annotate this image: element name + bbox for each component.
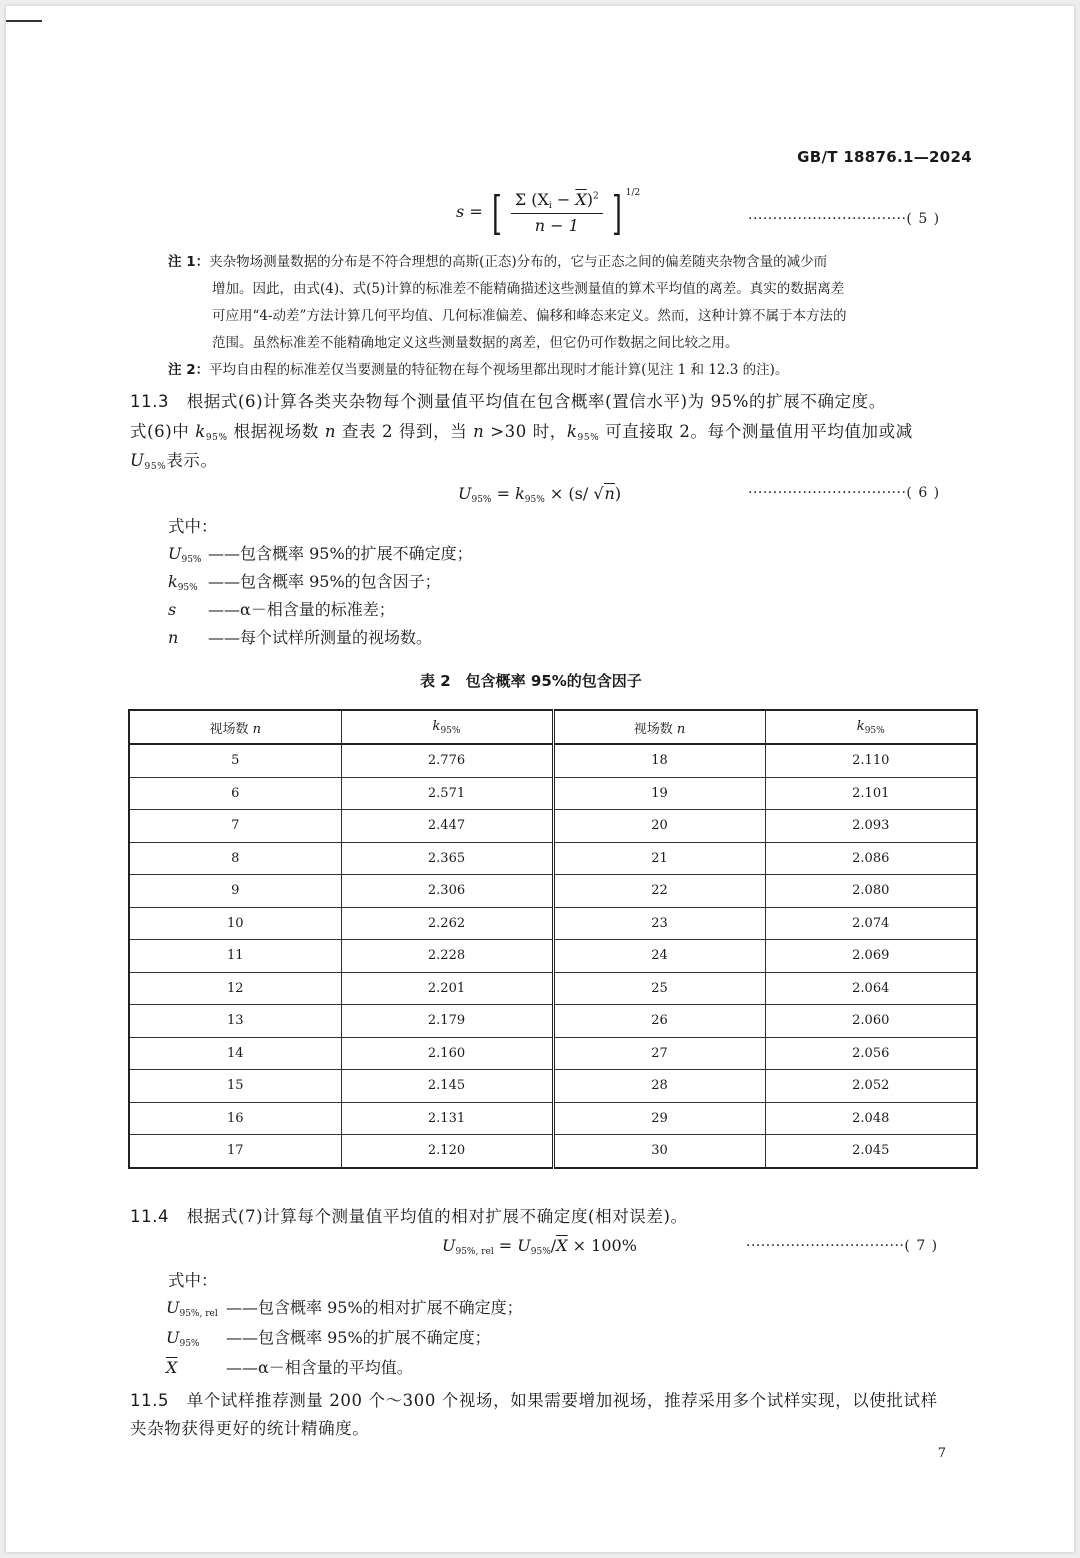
eq7-xbar: $\overline{X}$ — [556, 1236, 568, 1255]
cell-n-left: 12 — [129, 972, 341, 1005]
eq6-k: k — [515, 484, 525, 503]
eq6-k-sub: 95% — [524, 495, 545, 505]
eq5-denominator: n − 1 — [534, 216, 579, 235]
eq6-root: n — [604, 484, 615, 503]
cell-n-right: 20 — [553, 810, 765, 843]
cell-k-left: 2.131 — [341, 1102, 553, 1135]
cell-n-right: 29 — [553, 1102, 765, 1135]
equation-7 — [442, 1236, 637, 1257]
eq7-u2: U — [517, 1236, 531, 1255]
cell-k-left: 2.201 — [341, 972, 553, 1005]
section-11-5-line-1 — [130, 1386, 938, 1415]
header-n-left: 视场数 n — [129, 710, 341, 744]
s113-l2-b: 根据视场数 — [227, 422, 325, 441]
eq7-u: U — [442, 1236, 456, 1255]
note-2 — [168, 357, 788, 384]
note-1 — [168, 249, 827, 276]
section-11-3-number: 11.3 — [130, 392, 170, 411]
section-11-4-number: 11.4 — [130, 1207, 170, 1226]
cell-k-right: 2.086 — [765, 842, 977, 875]
s113-l3-sub: 95% — [144, 462, 167, 472]
note-1-line-2: 增加。因此，由式(4)、式(5)计算的标准差不能精确描述这些测量值的算术平均值的离差。真实的数据离差 — [212, 281, 845, 297]
cell-k-left: 2.120 — [341, 1135, 553, 1168]
section-11-3-text-1: 根据式(6)计算各类夹杂物每个测量值平均值在包含概率(置信水平)为 95%的扩展不确定度。 — [186, 392, 886, 411]
s113-l2-d: >30 时， — [484, 422, 567, 441]
note-1-label: 注 1： — [168, 254, 210, 270]
equation-7-number — [746, 1238, 938, 1254]
eq6-times: × (s/ — [544, 484, 594, 503]
cell-k-right: 2.064 — [765, 972, 977, 1005]
eq5-minus: − — [551, 190, 576, 209]
header-k-left: $k_{95\%}$ — [341, 710, 553, 744]
table-row — [129, 907, 977, 940]
where-label-11-4: 式中： — [168, 1271, 218, 1290]
eq6-close: ) — [614, 484, 622, 503]
cell-k-right: 2.060 — [765, 1005, 977, 1038]
cell-k-left: 2.145 — [341, 1070, 553, 1103]
cell-n-right: 25 — [553, 972, 765, 1005]
eq5-sub-i: i — [548, 201, 552, 211]
eq5-xbar: $\overline{X}$ — [575, 190, 587, 209]
cell-n-right: 19 — [553, 777, 765, 810]
eq5-square: 2 — [593, 191, 599, 202]
equation-5-number — [748, 211, 940, 227]
cell-n-left: 11 — [129, 940, 341, 973]
equation-6-number — [748, 485, 940, 501]
cell-n-left: 15 — [129, 1070, 341, 1103]
where-item: $U_{95\%, rel}$ ——包含概率 95%的相对扩展不确定度； — [166, 1298, 523, 1319]
eq6-u: U — [458, 484, 472, 503]
s113-l2-a: 式(6)中 — [130, 422, 196, 441]
cell-k-left: 2.179 — [341, 1005, 553, 1038]
s113-l2-e: 可直接取 2。每个测量值用平均值加或减 — [599, 422, 913, 441]
s113-l2-k2: k — [566, 422, 578, 441]
cell-k-right: 2.110 — [765, 744, 977, 777]
eq7-number: ( 7 ) — [904, 1238, 939, 1254]
cell-n-left: 6 — [129, 777, 341, 810]
table-row — [129, 744, 977, 777]
eq7-rest: × 100% — [567, 1236, 637, 1255]
section-11-5-number: 11.5 — [130, 1391, 170, 1410]
cell-k-right: 2.080 — [765, 875, 977, 908]
eq5-fraction: $\frac{\Sigma (X_i - \overline{X})^2}{n - 1}$ — [511, 190, 603, 235]
cell-k-right: 2.069 — [765, 940, 977, 973]
s113-l2-k: k — [195, 422, 206, 441]
table-row — [129, 1102, 977, 1135]
s113-l2-c: 查表 2 得到，当 — [336, 422, 474, 441]
cell-k-right: 2.056 — [765, 1037, 977, 1070]
header-n-right: 视场数 n — [553, 710, 765, 744]
eq5-number: ( 5 ) — [906, 211, 941, 227]
where-item: $U_{95\%}$ ——包含概率 95%的扩展不确定度； — [166, 1328, 491, 1349]
cell-n-left: 7 — [129, 810, 341, 843]
cell-k-left: 2.571 — [341, 777, 553, 810]
table-row — [129, 1037, 977, 1070]
where-item: n ——每个试样所测量的视场数。 — [168, 628, 433, 647]
cell-n-right: 23 — [553, 907, 765, 940]
eq6-number: ( 6 ) — [906, 485, 941, 501]
where-item: $k_{95\%}$ ——包含概率 95%的包含因子； — [168, 572, 441, 593]
table-row — [129, 940, 977, 973]
equation-5: s = [ $\frac{\Sigma (X_i - \overline{X})^2}{n - 1}$ ] $^{1/2}$ — [456, 185, 641, 240]
section-11-4-text: 根据式(7)计算每个测量值平均值的相对扩展不确定度(相对误差)。 — [186, 1207, 688, 1226]
corner-mark — [6, 20, 42, 22]
eq7-eq: = — [493, 1236, 518, 1255]
note-2-text: 平均自由程的标准差仅当要测量的特征物在每个视场里都出现时才能计算(见注 1 和 12.3 的注)。 — [209, 362, 789, 378]
table-row — [129, 1135, 977, 1168]
cell-n-right: 21 — [553, 842, 765, 875]
cell-k-left: 2.262 — [341, 907, 553, 940]
cell-n-left: 10 — [129, 907, 341, 940]
cell-k-left: 2.160 — [341, 1037, 553, 1070]
cell-k-left: 2.306 — [341, 875, 553, 908]
table-row — [129, 1070, 977, 1103]
cell-n-left: 5 — [129, 744, 341, 777]
header-k-right: $k_{95\%}$ — [765, 710, 977, 744]
cell-k-right: 2.048 — [765, 1102, 977, 1135]
eq7-dots: ································ — [746, 1238, 905, 1254]
note-1-line-3: 可应用“4-动差”方法计算几何平均值、几何标准偏差、偏移和峰态来定义。然而，这种计算不属于本方法的 — [212, 308, 847, 324]
section-11-5-text-1: 单个试样推荐测量 200 个～300 个视场，如果需要增加视场，推荐采用多个试样实现，以使批试样 — [186, 1391, 938, 1410]
cell-n-left: 9 — [129, 875, 341, 908]
equation-6: $U_{95\%} = k_{95\%} \times (s/$ √n) — [458, 484, 622, 505]
eq6-dots: ································ — [748, 485, 907, 501]
eq5-dots: ································ — [748, 211, 907, 227]
where-label-11-3: 式中： — [168, 517, 218, 536]
cell-n-left: 13 — [129, 1005, 341, 1038]
table-row — [129, 777, 977, 810]
cell-k-right: 2.045 — [765, 1135, 977, 1168]
note-2-label: 注 2： — [168, 362, 210, 378]
eq5-lhs: s — [456, 202, 465, 221]
eq5-numerator: Σ (X — [514, 190, 549, 209]
where-item: $\overline{X}$ ——α－相含量的平均值。 — [166, 1358, 413, 1377]
where-item: $U_{95\%}$ ——包含概率 95%的扩展不确定度； — [168, 544, 473, 565]
cell-n-left: 17 — [129, 1135, 341, 1168]
table-header-row — [129, 710, 977, 744]
table-row — [129, 972, 977, 1005]
table-row — [129, 842, 977, 875]
cell-n-right: 22 — [553, 875, 765, 908]
section-11-3-line-2 — [130, 417, 913, 453]
cell-n-left: 14 — [129, 1037, 341, 1070]
where-item: s ——α－相含量的标准差； — [168, 600, 395, 619]
eq7-u2-sub: 95% — [530, 1247, 551, 1257]
s113-l2-n2: n — [473, 422, 485, 441]
standard-number: GB/T 18876.1—2024 — [797, 148, 972, 166]
cell-k-right: 2.074 — [765, 907, 977, 940]
cell-k-left: 2.228 — [341, 940, 553, 973]
cell-k-left: 2.365 — [341, 842, 553, 875]
cell-k-left: 2.776 — [341, 744, 553, 777]
s113-l2-sub: 95% — [205, 433, 228, 443]
cell-n-left: 16 — [129, 1102, 341, 1135]
note-1-line-4: 范围。虽然标准差不能精确地定义这些测量数据的离差，但它仍可作数据之间比较之用。 — [212, 335, 739, 351]
eq6-u-sub: 95% — [471, 495, 492, 505]
document-page — [6, 6, 1074, 1552]
cell-n-right: 24 — [553, 940, 765, 973]
s113-l3-u: U — [130, 451, 145, 470]
s113-l3-text: 表示。 — [166, 451, 218, 470]
table-row — [129, 810, 977, 843]
cell-k-right: 2.093 — [765, 810, 977, 843]
eq7-slash: / — [550, 1236, 557, 1255]
section-11-3-line-1 — [130, 387, 886, 416]
cell-n-right: 30 — [553, 1135, 765, 1168]
cell-k-right: 2.052 — [765, 1070, 977, 1103]
cell-n-right: 27 — [553, 1037, 765, 1070]
section-11-5-line-2: 夹杂物获得更好的统计精确度。 — [130, 1419, 370, 1438]
table-row — [129, 875, 977, 908]
cell-k-right: 2.101 — [765, 777, 977, 810]
eq7-u-sub: 95%, rel — [455, 1247, 494, 1257]
cell-n-left: 8 — [129, 842, 341, 875]
cell-n-right: 28 — [553, 1070, 765, 1103]
coverage-factor-table — [128, 709, 978, 1169]
table-title: 表 2 包含概率 95%的包含因子 — [420, 672, 642, 690]
s113-l2-sub2: 95% — [577, 433, 600, 443]
table-body — [129, 744, 977, 1168]
cell-n-right: 26 — [553, 1005, 765, 1038]
s113-l2-n: n — [324, 422, 337, 441]
section-11-3-line-3 — [130, 446, 218, 482]
eq5-power: 1/2 — [625, 188, 641, 198]
cell-n-right: 18 — [553, 744, 765, 777]
eq6-eq: = — [491, 484, 516, 503]
page-number: 7 — [937, 1446, 946, 1461]
section-11-4-line — [130, 1202, 688, 1231]
cell-k-left: 2.447 — [341, 810, 553, 843]
note-1-line-1: 夹杂物场测量数据的分布是不符合理想的高斯(正态)分布的，它与正态之间的偏差随夹杂物含量的减少而 — [209, 254, 828, 270]
table-row — [129, 1005, 977, 1038]
